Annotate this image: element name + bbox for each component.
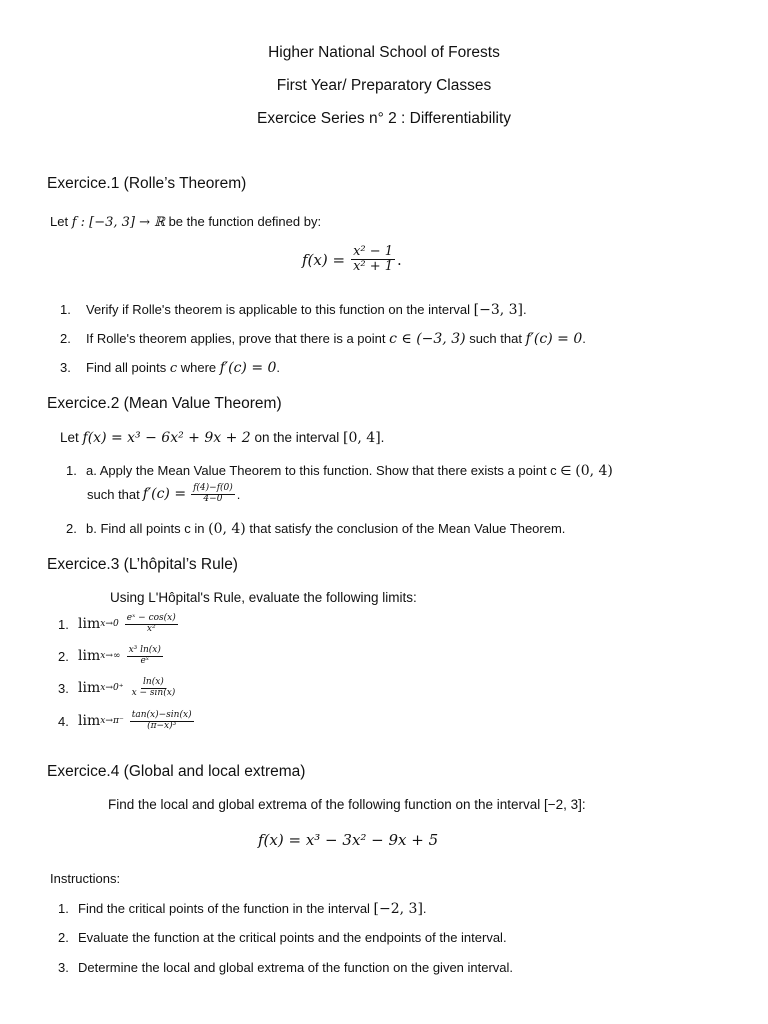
exercise-1-title: Exercice.1 (Rolle’s Theorem) bbox=[47, 175, 247, 192]
instruction-2: 2. Evaluate the function at the critical points and the endpoints of the interval. bbox=[58, 930, 507, 945]
series-title: Exercice Series n° 2 : Differentiability bbox=[256, 110, 512, 127]
exercise-2-item-1-cont: such that f′(c) = $\frac{f(4)-f(0)}{4-0}$ . bbox=[87, 483, 241, 504]
exercise-3-intro: Using L'Hôpital's Rule, evaluate the following limits: bbox=[110, 590, 417, 605]
exercise-4-intro: Find the local and global extrema of the following function on the interval [−2, 3]: bbox=[108, 797, 586, 812]
exercise-1-item-3: 3. Find all points c where f′(c) = 0. bbox=[60, 360, 281, 376]
exercise-1-item-1: 1. Verify if Rolle's theorem is applicable to this function on the interval [−3, 3]. bbox=[60, 302, 527, 318]
exercise-2-item-2: 2. b. Find all points c in (0, 4) that satisfy the conclusion of the Mean Value Theorem. bbox=[66, 521, 566, 537]
instruction-3: 3. Determine the local and global extrema of the function on the given interval. bbox=[58, 960, 514, 975]
limit-2: 2. lim x→∞ $\frac{\text{x³ ln(x)}}{\text{eˣ}}$ bbox=[58, 645, 161, 666]
instruction-1: 1. Find the critical points of the function in the interval [−2, 3]. bbox=[58, 901, 427, 917]
exercise-1-formula: f(x) = $\frac{\text{x² − 1}}{\text{x² + 1}}$ . bbox=[302, 244, 402, 275]
exercise-1-item-2: 2. If Rolle's theorem applies, prove that there is a point c ∈ (−3, 3) such that f′(c) = 0. bbox=[60, 331, 586, 347]
limit-4: 4. lim x→π⁻ $\frac{\tan(x)-\sin(x)}{\text{(π−x)³}}$ bbox=[58, 710, 192, 731]
exercise-4-title: Exercice.4 (Global and local extrema) bbox=[47, 763, 306, 780]
limit-1: 1. lim x→0 $\frac{\text{eˣ − cos(x)}}{\text{x²}}$ bbox=[58, 613, 176, 634]
exercise-1-intro: Let f : [−3, 3] → ℝ be the function defined by: bbox=[50, 214, 322, 230]
instructions-label: Instructions: bbox=[50, 871, 121, 886]
exercise-4-formula: f(x) = x³ − 3x² − 9x + 5 bbox=[258, 831, 439, 849]
exercise-2-item-1: 1. a. Apply the Mean Value Theorem to this function. Show that there exists a point c ∈ (0, 4) bbox=[66, 463, 613, 479]
year-label: First Year/ Preparatory Classes bbox=[276, 77, 492, 94]
school-name: Higher National School of Forests bbox=[268, 44, 500, 61]
exercise-2-title: Exercice.2 (Mean Value Theorem) bbox=[47, 395, 282, 412]
exercise-3-title: Exercice.3 (L’hôpital’s Rule) bbox=[47, 556, 238, 573]
limit-3: 3. lim x→0⁺ $\frac{\ln(x)}{x - \sin(x)}$ bbox=[58, 677, 176, 698]
exercise-2-intro: Let f(x) = x³ − 6x² + 9x + 2 on the interval [0, 4]. bbox=[60, 430, 385, 446]
